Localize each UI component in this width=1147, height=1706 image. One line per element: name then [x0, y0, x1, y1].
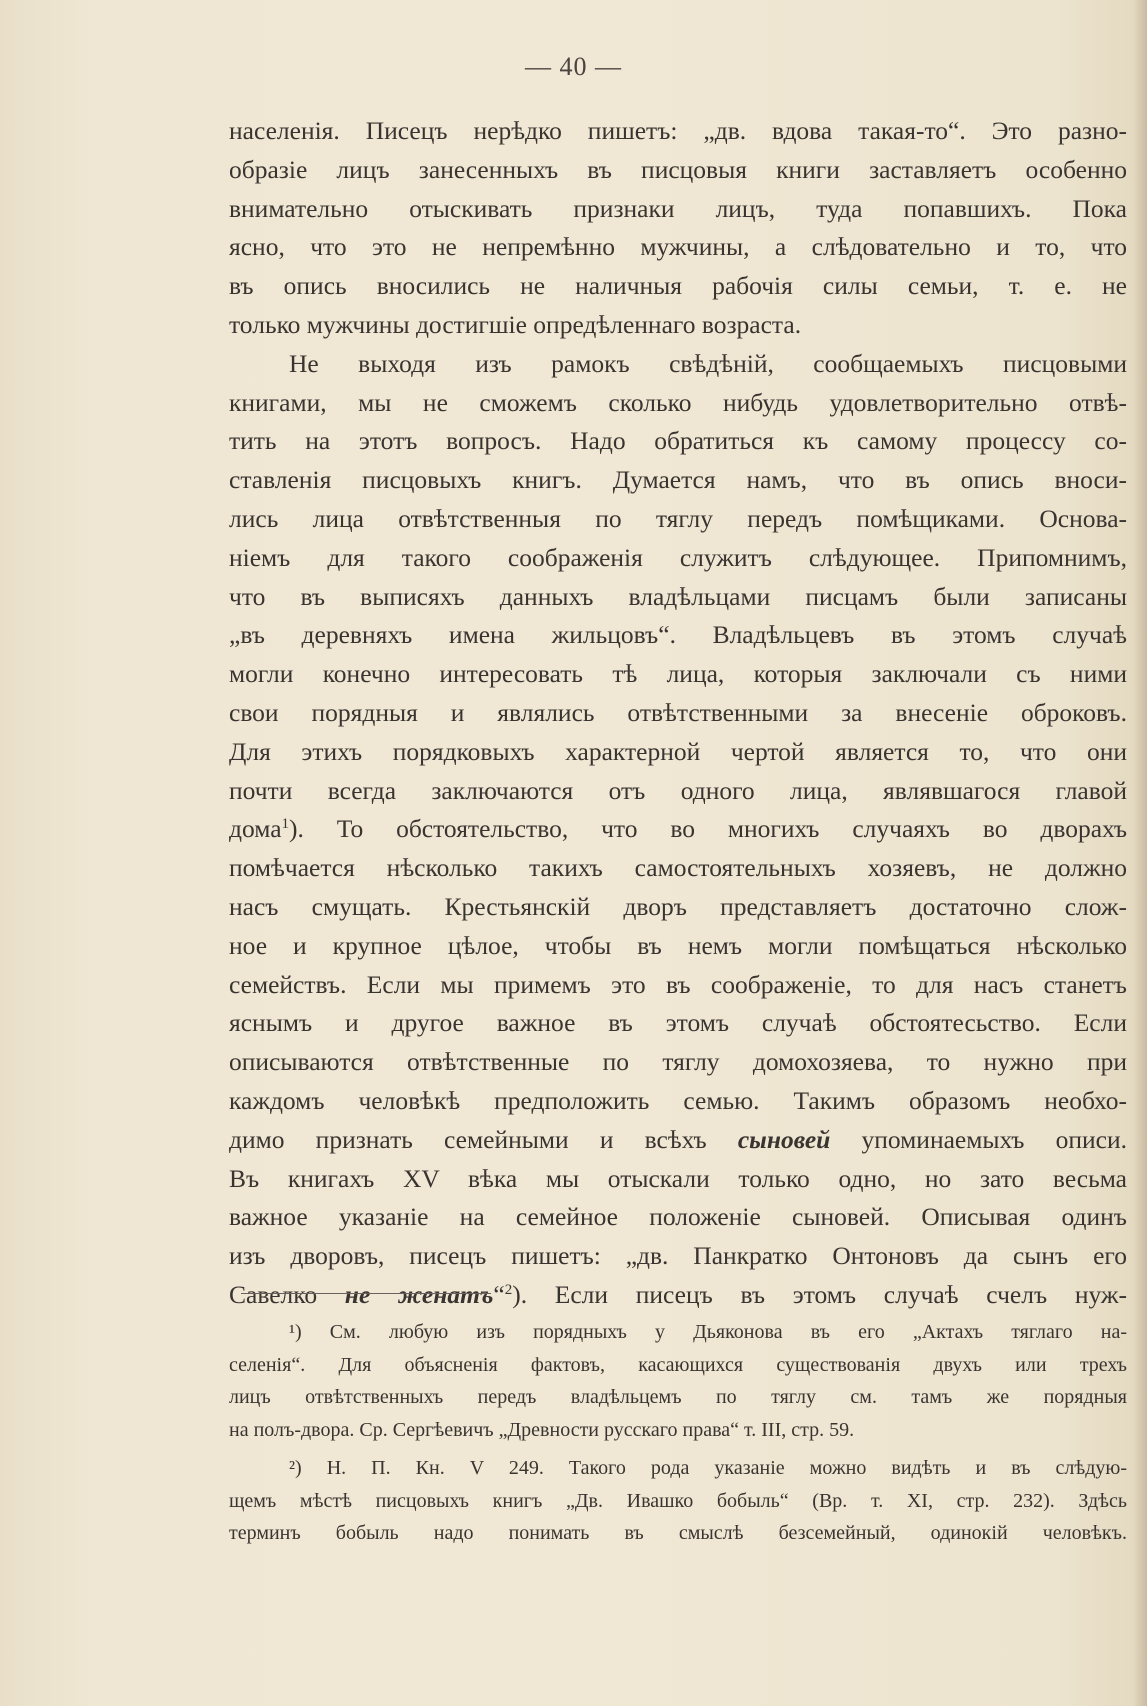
text-line: почти всегда заключаются отъ одного лица, являвшагося главой [229, 775, 1127, 805]
text-fragment: дома [229, 814, 282, 844]
footnote-text: См. любую изъ порядныхъ у Дьяконова въ его „Актахъ тяглаго на- [329, 1321, 1127, 1343]
text-line-with-footnote-ref [229, 810, 1127, 849]
text-fragment: Савелко [229, 1279, 318, 1309]
text-fragment: “ [493, 1279, 505, 1309]
footnote-separator [241, 1293, 491, 1294]
footnote-marker: ¹) [289, 1321, 302, 1343]
text-line: насъ смущать. Крестьянскій дворъ представляетъ достаточно слож- [229, 891, 1127, 921]
text-line: свои порядныя и являлись отвѣтственными за внесеніе оброковъ. [229, 697, 1127, 727]
text-line: ясно, что это не непремѣнно мужчины, а слѣдовательно и то, что [229, 232, 1127, 262]
text-line: важное указаніе на семейное положеніе сыновей. Описывая одинъ [229, 1202, 1127, 1232]
page-edge-shadow [1133, 0, 1147, 1706]
footnote-line: на полъ-двора. Ср. Сергѣевичъ „Древности русскаго права“ т. III, стр. 59. [229, 1418, 855, 1441]
text-line: ставленія писцовыхъ книгъ. Думается намъ, что въ опись вноси- [229, 465, 1127, 495]
footnote-line: селенія“. Для объясненія фактовъ, касающихся существованія двухъ или трехъ [229, 1353, 1127, 1376]
page-number: — 40 — [525, 52, 622, 81]
text-line: образіе лицъ занесенныхъ въ писцовыя книги заставляетъ особенно [229, 154, 1127, 184]
text-line: „въ деревняхъ имена жильцовъ“. Владѣльцевъ въ этомъ случаѣ [229, 620, 1127, 650]
text-line: населенія. Писецъ нерѣдко пишетъ: „дв. вдова такая-то“. Это разно- [229, 116, 1127, 145]
footnote-1-first-line [229, 1316, 1127, 1349]
text-line: яснымъ и другое важное въ этомъ случаѣ обстоятесьство. Если [229, 1008, 1127, 1038]
paragraph-start-line: Не выходя изъ рамокъ свѣдѣній, сообщаемыхъ писцовыми [289, 348, 1127, 378]
text-line: Въ книгахъ XV вѣка мы отыскали только одно, но зато весьма [229, 1163, 1127, 1193]
emphasis-text: сыновей [737, 1124, 831, 1154]
text-line: тить на этотъ вопросъ. Надо обратиться къ самому процессу со- [229, 426, 1127, 456]
text-line: что въ выписяхъ данныхъ владѣльцами писцамъ были записаны [229, 581, 1127, 611]
text-line: только мужчины достигшіе опредѣленнаго возраста. [229, 309, 802, 339]
text-line: описываются отвѣтственные по тяглу домохозяева, то нужно при [229, 1047, 1127, 1077]
footnote-line: щемъ мѣстѣ писцовыхъ книгъ „Дв. Ивашко бобыль“ (Вр. т. XI, стр. 232). Здѣсь [229, 1489, 1127, 1512]
text-line: могли конечно интересовать тѣ лица, которыя заключали съ ними [229, 659, 1127, 689]
footnote-line: терминъ бобыль надо понимать въ смыслѣ безсемейный, одинокій человѣкъ. [229, 1522, 1127, 1544]
footnote-marker: ²) [289, 1457, 302, 1479]
footnote-ref-1[interactable]: 1 [281, 816, 290, 833]
text-line: каждомъ человѣкѣ предположить семью. Такимъ образомъ необхо- [229, 1085, 1127, 1115]
text-line: помѣчается нѣсколько такихъ самостоятельныхъ хозяевъ, не должно [229, 853, 1127, 883]
footnote-text: Н. П. Кн. V 249. Такого рода указаніе можно видѣть и въ слѣдую- [326, 1457, 1128, 1479]
footnote-line: лицъ отвѣтственныхъ передъ владѣльцемъ по тяглу см. тамъ же порядныя [229, 1386, 1127, 1408]
text-fragment: ). То обстоятельство, что во многихъ случаяхъ во дворахъ [289, 814, 1127, 844]
footnote-ref-2[interactable]: 2 [504, 1281, 513, 1298]
text-line: семействъ. Если мы примемъ это въ соображеніе, то для насъ станетъ [229, 969, 1127, 999]
text-line: въ опись вносились не наличныя рабочія силы семьи, т. е. не [229, 271, 1127, 301]
text-line: книгами, мы не сможемъ сколько нибудь удовлетворительно отвѣ- [229, 387, 1127, 417]
footnotes [229, 1316, 1127, 1550]
text-line: Для этихъ порядковыхъ характерной чертой является то, что они [229, 736, 1127, 766]
text-line-with-emphasis [229, 1121, 1127, 1160]
main-text [229, 112, 1127, 1315]
text-line-with-emphasis [229, 1276, 1127, 1315]
footnote-2-first-line [229, 1452, 1127, 1485]
text-line: внимательно отыскивать признаки лицъ, туда попавшихъ. Пока [229, 193, 1127, 223]
text-line: лись лица отвѣтственныя по тяглу передъ помѣщиками. Основа- [229, 503, 1127, 533]
text-line: ное и крупное цѣлое, чтобы въ немъ могли помѣщаться нѣсколько [229, 930, 1127, 960]
text-fragment: упоминаемыхъ описи. [861, 1124, 1128, 1154]
emphasis-text: не женатъ [344, 1279, 494, 1309]
text-fragment: димо признать семейными и всѣхъ [229, 1124, 707, 1154]
text-line: изъ дворовъ, писецъ пишетъ: „дв. Панкратко Онтоновъ да сынъ его [229, 1241, 1127, 1271]
text-fragment: ). Если писецъ въ этомъ случаѣ счелъ нуж- [512, 1279, 1127, 1309]
text-line: ніемъ для такого соображенія служитъ слѣдующее. Припомнимъ, [229, 542, 1127, 572]
